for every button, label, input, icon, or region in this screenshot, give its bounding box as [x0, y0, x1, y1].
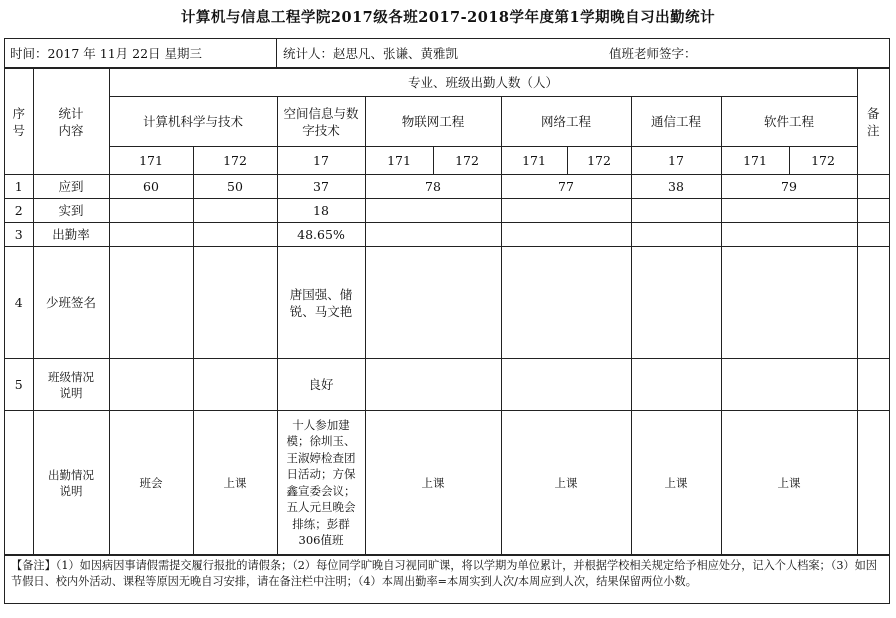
table-row: [5, 247, 889, 359]
row-label: 出勤率: [33, 223, 109, 247]
cell-value: [631, 199, 721, 223]
row-label: 应到: [33, 175, 109, 199]
cell-value: 78: [365, 175, 501, 199]
cell-value: [109, 223, 193, 247]
cell-value: 38: [631, 175, 721, 199]
row-label: 出勤情况说明: [33, 411, 109, 555]
attendance-sheet: [4, 38, 890, 604]
attendance-table: [5, 68, 889, 555]
major-gis: 空间信息与数字技术: [277, 97, 365, 147]
footnote: 【备注】（1）如因病因事请假需提交履行报批的请假条；（2）每位同学旷晚自习视同旷课，将以学期为单位累计，并根据学校相关规定给予相应处分，记入个人档案；（3）如因节假日、校内外活动、课程等原因无晚自习安排，请在备注栏中注明；（4）本周出勤率=本周实到人次/本周应到人次，结果保留两位小数。: [5, 555, 889, 603]
row-label: 实到: [33, 199, 109, 223]
major-sw: 软件工程: [721, 97, 857, 147]
row-label: 班级情况说明: [33, 359, 109, 411]
cell-value: [365, 247, 501, 359]
cell-value: [193, 247, 277, 359]
cell-value: [501, 247, 631, 359]
cell-value: 50: [193, 175, 277, 199]
cell-remark: [857, 411, 889, 555]
cell-value: [501, 199, 631, 223]
row-index: [5, 411, 33, 555]
table-row: [5, 223, 889, 247]
cell-detail: 十人参加建模；徐圳玉、王淑婷检查团日活动；方保鑫宣委会议；五人元旦晚会排练；彭群306值班: [277, 411, 365, 555]
table-row: [5, 175, 889, 199]
cell-value: 79: [721, 175, 857, 199]
cell-value: [109, 359, 193, 411]
cell-value: [193, 199, 277, 223]
class-cs-172: 172: [193, 147, 277, 175]
cell-value: [501, 223, 631, 247]
cell-value: 上课: [501, 411, 631, 555]
counter-field: 统计人：赵思凡、张谦、黄雅凯: [283, 46, 459, 61]
table-row: [5, 199, 889, 223]
cell-remark: [857, 175, 889, 199]
row-label: 少班签名: [33, 247, 109, 359]
cell-value: 上课: [365, 411, 501, 555]
row-index: 4: [5, 247, 33, 359]
cell-value: [365, 359, 501, 411]
class-cs-171: 171: [109, 147, 193, 175]
class-net-171: 171: [501, 147, 567, 175]
major-net: 网络工程: [501, 97, 631, 147]
class-tel-17: 17: [631, 147, 721, 175]
cell-remark: [857, 359, 889, 411]
cell-value: [631, 359, 721, 411]
row-index: 1: [5, 175, 33, 199]
major-iot: 物联网工程: [365, 97, 501, 147]
cell-value: 48.65%: [277, 223, 365, 247]
class-iot-172: 172: [433, 147, 501, 175]
row-index: 2: [5, 199, 33, 223]
cell-value: 上课: [631, 411, 721, 555]
cell-value: 77: [501, 175, 631, 199]
col-group-header: 专业、班级出勤人数（人）: [109, 69, 857, 97]
class-sw-172: 172: [789, 147, 857, 175]
cell-value: 18: [277, 199, 365, 223]
cell-value: 37: [277, 175, 365, 199]
row-index: 5: [5, 359, 33, 411]
col-content-header: 统计内容: [33, 69, 109, 175]
cell-remark: [857, 223, 889, 247]
date-field: 时间：2017 年 11月 22日 星期三: [10, 46, 203, 61]
teacher-signature-field: 值班老师签字：: [609, 46, 697, 61]
cell-signature: 唐国强、储锐、马文艳: [277, 247, 365, 359]
cell-remark: [857, 199, 889, 223]
cell-value: [365, 223, 501, 247]
col-remark-header: 备注: [857, 69, 889, 175]
cell-value: 良好: [277, 359, 365, 411]
cell-value: [109, 247, 193, 359]
major-cs: 计算机科学与技术: [109, 97, 277, 147]
cell-value: [721, 359, 857, 411]
cell-remark: [857, 247, 889, 359]
cell-value: 上课: [721, 411, 857, 555]
cell-value: [631, 223, 721, 247]
table-row: [5, 359, 889, 411]
cell-value: [193, 359, 277, 411]
sheet-header-row: [5, 39, 889, 68]
cell-value: [109, 199, 193, 223]
page-title: 计算机与信息工程学院2017级各班2017-2018学年度第1学期晚自习出勤统计: [180, 9, 716, 26]
class-gis-17: 17: [277, 147, 365, 175]
class-iot-171: 171: [365, 147, 433, 175]
col-index-header: 序号: [5, 69, 33, 175]
cell-value: [721, 223, 857, 247]
cell-value: [631, 247, 721, 359]
row-index: 3: [5, 223, 33, 247]
cell-value: [721, 199, 857, 223]
major-tel: 通信工程: [631, 97, 721, 147]
cell-value: [193, 223, 277, 247]
class-sw-171: 171: [721, 147, 789, 175]
table-row: [5, 411, 889, 555]
cell-value: 班会: [109, 411, 193, 555]
class-net-172: 172: [567, 147, 631, 175]
cell-value: [501, 359, 631, 411]
cell-value: 上课: [193, 411, 277, 555]
cell-value: [365, 199, 501, 223]
cell-value: 60: [109, 175, 193, 199]
cell-value: [721, 247, 857, 359]
